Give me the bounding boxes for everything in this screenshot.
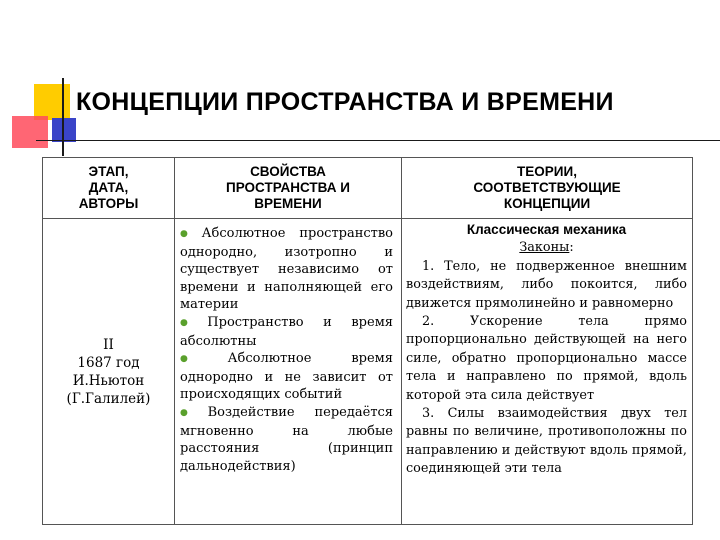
bullet-icon: ● <box>180 354 224 365</box>
table-row <box>43 219 693 525</box>
era-roman: II <box>103 336 114 353</box>
bullet-icon: ● <box>180 229 198 239</box>
yellow-square <box>34 84 70 120</box>
list-item: ● Абсолютное время однородно и не зависит от происходящих событий <box>180 351 393 403</box>
header-theories: ТЕОРИИ, СООТВЕТСТВУЮЩИЕ КОНЦЕПЦИИ <box>402 158 693 219</box>
theory-cell <box>402 219 693 525</box>
list-item: ● Пространство и время абсолютны <box>180 314 394 349</box>
list-item: ● Абсолютное пространство однородно, изотропно и существует независимо от времени и наполняющей его материи <box>180 226 393 313</box>
vertical-rule <box>62 78 64 156</box>
blue-square <box>52 118 76 142</box>
slide-logo-decoration <box>0 0 80 160</box>
laws-heading: Законы: <box>519 240 574 256</box>
era-cell <box>43 219 175 525</box>
era-year: 1687 год <box>77 354 140 371</box>
slide-title: КОНЦЕПЦИИ ПРОСТРАНСТВА И ВРЕМЕНИ <box>76 88 614 116</box>
law-2: 2. Ускорение тела прямо пропорционально действующей на него силе, обратно пропорционально массе тела и направлено по прямой, вдоль которой эта сила действует <box>406 314 687 403</box>
laws-label: Законы <box>519 240 570 256</box>
properties-cell <box>175 219 402 525</box>
era-coauthor: (Г.Галилей) <box>66 390 151 407</box>
header-stage: ЭТАП, ДАТА, АВТОРЫ <box>43 158 175 219</box>
concepts-table <box>42 157 693 525</box>
bullet-icon: ● <box>180 317 204 328</box>
law-1: 1. Тело, не подверженное внешним воздействиям, либо покоится, либо движется прямолинейно и равномерно <box>406 258 687 311</box>
list-item: ● Воздействие передаётся мгновенно на любые расстояния (принцип дальнодействия) <box>180 404 393 474</box>
bullet-icon: ● <box>180 407 204 418</box>
law-3: 3. Силы взаимодействия двух тел равны по величине, противоположны по направлению и действуют вдоль прямой, соединяющей эти тела <box>406 406 687 477</box>
title-underline <box>36 140 720 141</box>
red-square <box>12 116 48 148</box>
header-properties: СВОЙСТВА ПРОСТРАНСТВА И ВРЕМЕНИ <box>175 158 402 219</box>
theory-title: Классическая механика <box>466 222 627 237</box>
era-author: И.Ньютон <box>72 372 145 389</box>
header-row <box>43 158 693 219</box>
